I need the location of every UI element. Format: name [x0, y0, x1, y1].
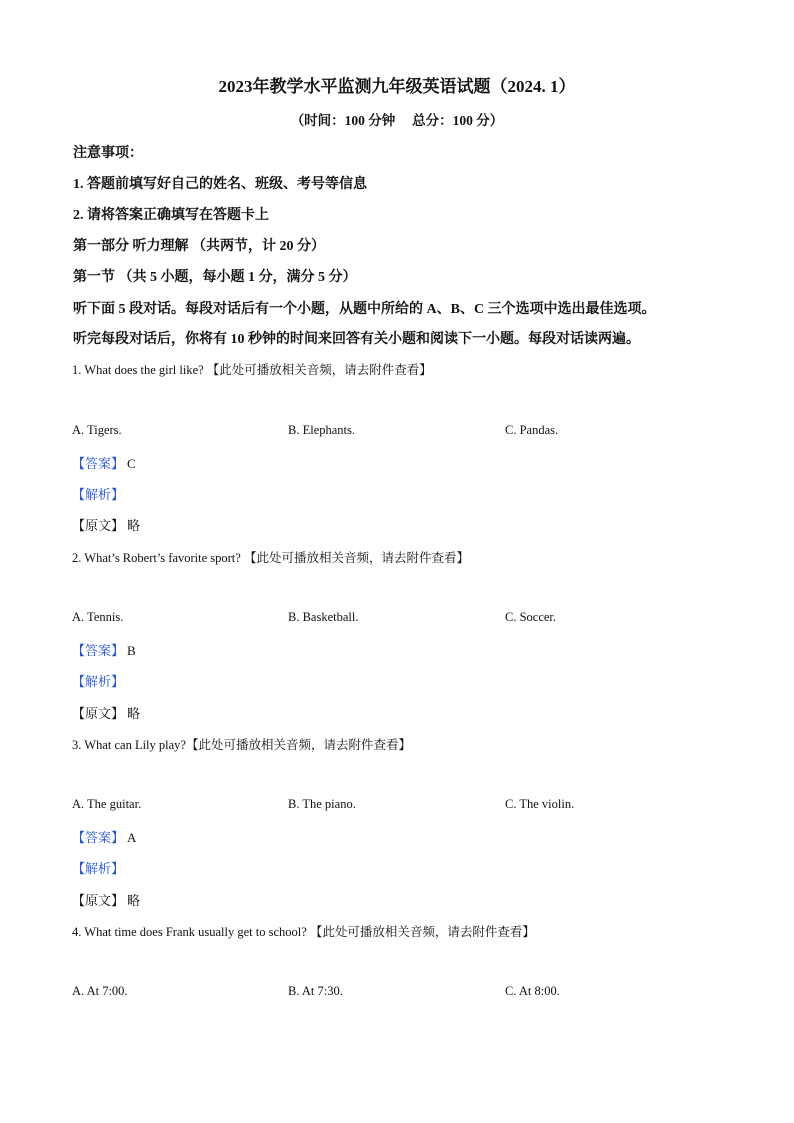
instruction-line-1: 听下面 5 段对话。每段对话后有一个小题，从题中所给的 A、B、C 三个选项中选出最佳选项。 — [73, 302, 656, 317]
option-c: C. The violin. — [505, 797, 575, 811]
question-stem: 1. What does the girl like? 【此处可播放相关音频，请去附件查看】 — [72, 363, 432, 377]
option-c: C. At 8:00. — [505, 984, 560, 998]
question-stem: 2. What’s Robert’s favorite sport? 【此处可播放相关音频，请去附件查看】 — [72, 551, 469, 565]
analysis-row — [72, 671, 124, 690]
option-a: A. Tennis. — [72, 610, 124, 624]
answer-row — [72, 453, 136, 472]
option-a: A. The guitar. — [72, 797, 142, 811]
option-c: C. Pandas. — [505, 423, 559, 437]
option-c: C. Soccer. — [505, 610, 557, 624]
original-row — [72, 703, 140, 722]
option-b: B. The piano. — [288, 797, 356, 811]
page-title: 2023年教学水平监测九年级英语试题（2024. 1） — [218, 77, 576, 96]
part-heading: 第一部分 听力理解 （共两节，计 20 分） — [73, 239, 325, 254]
answer-label: 【答案】 — [72, 643, 125, 658]
answer-label: 【答案】 — [72, 456, 125, 471]
answer-row — [72, 827, 136, 846]
option-b: B. Basketball. — [288, 610, 359, 624]
instruction-line-2: 听完每段对话后，你将有 10 秒钟的时间来回答有关小题和阅读下一小题。每段对话读两遍。 — [73, 332, 640, 347]
notice-item-2: 2. 请将答案正确填写在答题卡上 — [73, 208, 269, 223]
question-stem: 3. What can Lily play?【此处可播放相关音频，请去附件查看】 — [72, 738, 411, 752]
analysis-label: 【解析】 — [72, 861, 125, 876]
subsection-heading: 第一节 （共 5 小题，每小题 1 分，满分 5 分） — [73, 270, 357, 285]
option-a: A. At 7:00. — [72, 984, 128, 998]
option-a: A. Tigers. — [72, 423, 122, 437]
original-label: 【原文】 — [72, 893, 125, 908]
original-row — [72, 515, 140, 534]
analysis-label: 【解析】 — [72, 487, 125, 502]
original-label: 【原文】 — [72, 518, 125, 533]
original-value: 略 — [127, 893, 141, 908]
analysis-row — [72, 858, 124, 877]
answer-value: B — [127, 643, 136, 658]
answer-label: 【答案】 — [72, 830, 125, 845]
analysis-row — [72, 484, 124, 503]
analysis-label: 【解析】 — [72, 674, 125, 689]
original-label: 【原文】 — [72, 706, 125, 721]
original-value: 略 — [127, 706, 141, 721]
option-b: B. Elephants. — [288, 423, 356, 437]
question-stem: 4. What time does Frank usually get to school? 【此处可播放相关音频，请去附件查看】 — [72, 925, 535, 939]
notice-heading: 注意事项： — [73, 146, 143, 161]
original-row — [72, 890, 140, 909]
exam-time-and-score: （时间：100 分钟 总分：100 分） — [290, 113, 504, 128]
notice-item-1: 1. 答题前填写好自己的姓名、班级、考号等信息 — [73, 177, 367, 192]
option-b: B. At 7:30. — [288, 984, 343, 998]
answer-row — [72, 640, 136, 659]
answer-value: C — [127, 456, 136, 471]
answer-value: A — [127, 830, 137, 845]
original-value: 略 — [127, 518, 141, 533]
